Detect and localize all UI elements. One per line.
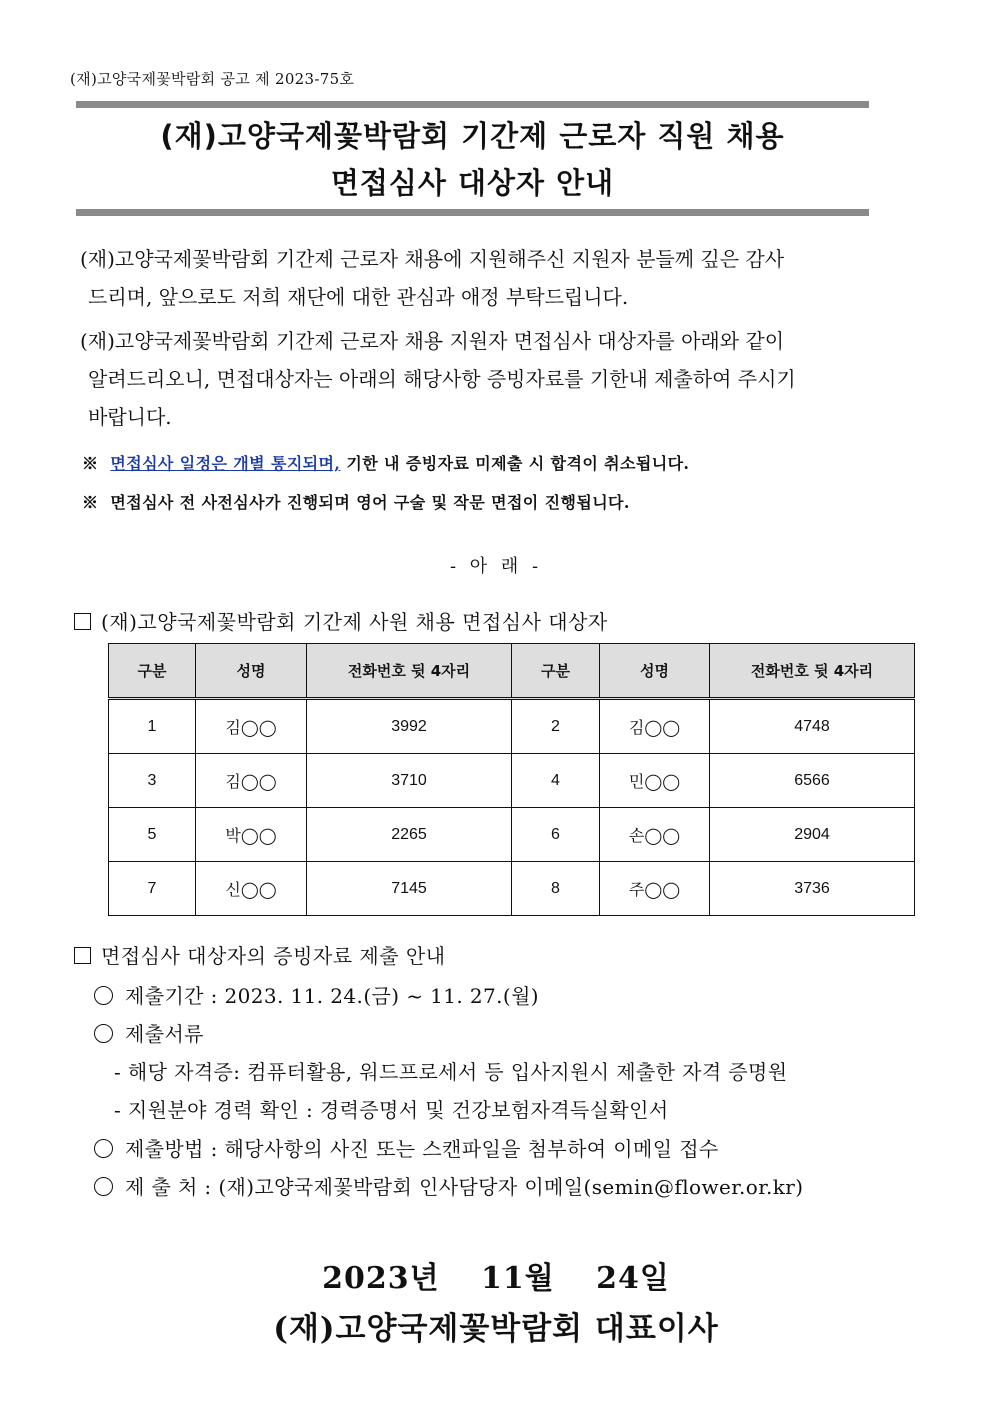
cell-name: 김◯◯	[600, 699, 710, 754]
header-no: 구분	[512, 644, 600, 699]
cell-no: 6	[512, 808, 600, 862]
cell-phone: 3992	[307, 699, 512, 754]
title-bottom-rule	[76, 209, 869, 216]
header-phone: 전화번호 뒷 4자리	[710, 644, 915, 699]
header-name: 성명	[196, 644, 307, 699]
intro-line-2: 드리며, 앞으로도 저희 재단에 대한 관심과 애정 부탁드립니다.	[88, 285, 629, 309]
candidates-table	[108, 643, 915, 916]
below-heading: - 아 래 -	[449, 556, 543, 577]
reference-mark: ※	[82, 493, 99, 512]
square-bullet-icon	[74, 613, 91, 630]
cell-name: 민◯◯	[600, 754, 710, 808]
cell-name: 주◯◯	[600, 862, 710, 916]
notice-paragraph	[80, 322, 922, 436]
cell-no: 7	[109, 862, 196, 916]
cell-name: 김◯◯	[196, 754, 307, 808]
note-1-highlight: 면접심사 일정은 개별 통지되며,	[110, 454, 341, 473]
reference-mark: ※	[82, 454, 99, 473]
table-row	[109, 699, 915, 754]
submission-documents-text: 제출서류	[125, 1022, 204, 1046]
cell-phone: 2904	[710, 808, 915, 862]
page-title-line2: 면접심사 대상자 안내	[330, 166, 615, 200]
cell-phone: 6566	[710, 754, 915, 808]
page-title-line1: (재)고양국제꽃박람회 기간제 근로자 직원 채용	[160, 119, 785, 153]
section-candidates	[74, 606, 608, 635]
circle-bullet-icon	[94, 1139, 113, 1158]
table-header-row	[109, 644, 915, 699]
cell-no: 5	[109, 808, 196, 862]
announcement-date: 2023년 11월 24일	[322, 1261, 670, 1296]
cell-name: 김◯◯	[196, 699, 307, 754]
section-submission-label: 면접심사 대상자의 증빙자료 제출 안내	[101, 944, 446, 968]
header-phone: 전화번호 뒷 4자리	[307, 644, 512, 699]
document-item-2: - 지원분야 경력 확인 : 경력증명서 및 건강보험자격득실확인서	[114, 1098, 669, 1122]
submission-period-text: 제출기간 : 2023. 11. 24.(금) ~ 11. 27.(월)	[125, 984, 540, 1008]
section-submission	[74, 940, 446, 969]
cell-name: 신◯◯	[196, 862, 307, 916]
submission-destination-text: 제 출 처 : (재)고양국제꽃박람회 인사담당자 이메일(semin@flower.or.kr)	[125, 1175, 804, 1199]
note-2	[82, 490, 630, 513]
circle-bullet-icon	[94, 1177, 113, 1196]
table-row	[109, 862, 915, 916]
intro-line-1: (재)고양국제꽃박람회 기간제 근로자 채용에 지원해주신 지원자 분들께 깊은 감사	[80, 247, 785, 271]
submission-destination	[94, 1171, 803, 1200]
submission-method-text: 제출방법 : 해당사항의 사진 또는 스캔파일을 첨부하여 이메일 접수	[125, 1137, 719, 1161]
cell-name: 박◯◯	[196, 808, 307, 862]
cell-name: 손◯◯	[600, 808, 710, 862]
header-no: 구분	[109, 644, 196, 699]
title-top-rule	[76, 101, 869, 108]
notice-line-1: (재)고양국제꽃박람회 기간제 근로자 채용 지원자 면접심사 대상자를 아래와 같이	[80, 329, 785, 353]
cell-no: 2	[512, 699, 600, 754]
notice-line-3: 바랍니다.	[88, 405, 172, 429]
issuer-signature: (재)고양국제꽃박람회 대표이사	[273, 1311, 719, 1347]
header-name: 성명	[600, 644, 710, 699]
note-1	[82, 451, 689, 474]
cell-phone: 2265	[307, 808, 512, 862]
note-1-rest: 기한 내 증빙자료 미제출 시 합격이 취소됩니다.	[340, 454, 690, 473]
notice-line-2: 알려드리오니, 면접대상자는 아래의 해당사항 증빙자료를 기한내 제출하여 주시기	[88, 367, 796, 391]
table-row	[109, 754, 915, 808]
cell-no: 1	[109, 699, 196, 754]
table-row	[109, 808, 915, 862]
cell-phone: 7145	[307, 862, 512, 916]
notice-reference-number: (재)고양국제꽃박람회 공고 제 2023-75호	[70, 70, 355, 88]
circle-bullet-icon	[94, 1024, 113, 1043]
note-2-text: 면접심사 전 사전심사가 진행되며 영어 구술 및 작문 면접이 진행됩니다.	[110, 493, 630, 512]
intro-paragraph	[80, 240, 922, 316]
cell-no: 3	[109, 754, 196, 808]
cell-no: 4	[512, 754, 600, 808]
cell-phone: 4748	[710, 699, 915, 754]
submission-documents	[94, 1018, 204, 1047]
document-item-1: - 해당 자격증: 컴퓨터활용, 워드프로세서 등 입사지원시 제출한 자격 증명원	[114, 1060, 788, 1084]
cell-phone: 3710	[307, 754, 512, 808]
submission-period	[94, 980, 539, 1009]
section-candidates-label: (재)고양국제꽃박람회 기간제 사원 채용 면접심사 대상자	[101, 610, 608, 634]
circle-bullet-icon	[94, 986, 113, 1005]
submission-method	[94, 1133, 719, 1162]
square-bullet-icon	[74, 947, 91, 964]
cell-phone: 3736	[710, 862, 915, 916]
cell-no: 8	[512, 862, 600, 916]
